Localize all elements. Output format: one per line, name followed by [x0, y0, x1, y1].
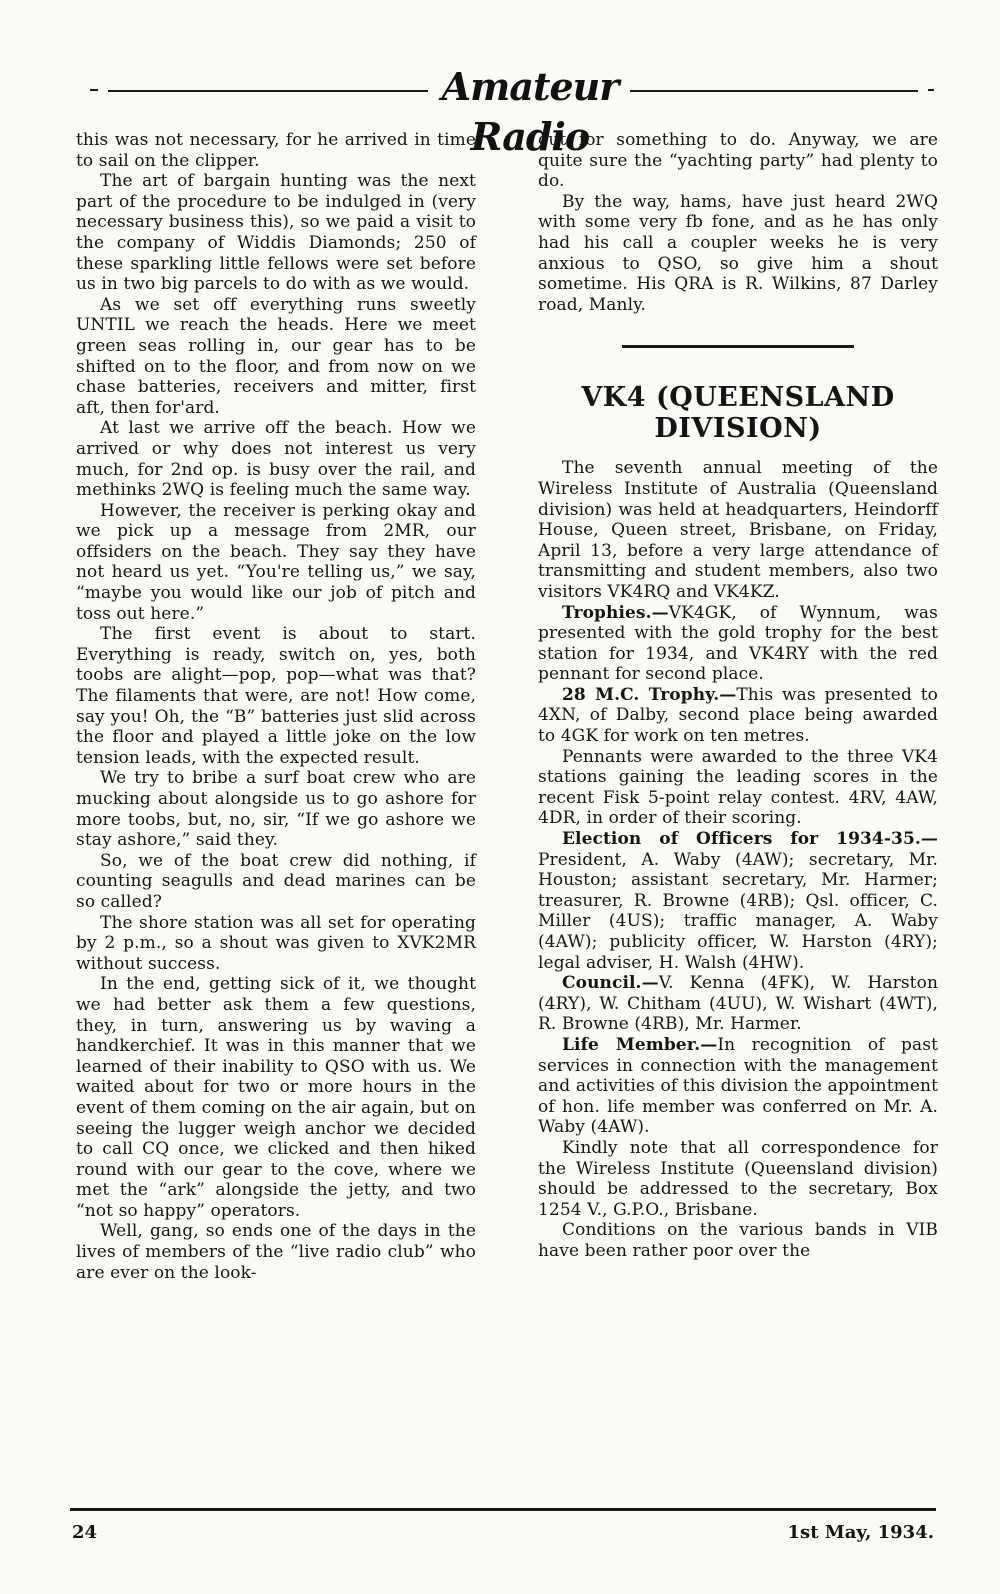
paragraph: The first event is about to start. Everything is ready, switch on, yes, both toobs are alight—pop, pop—what was that? The filaments that were, are not! How come, say you! Oh, the “B” batteries just slid across the floor and played a little joke on the low tension leads, with the expected result. [76, 624, 476, 768]
footer-rule [70, 1508, 936, 1511]
masthead-rule-right [630, 90, 918, 92]
paragraph: However, the receiver is perking okay and we pick up a message from 2MR, our offsiders on the beach. They say they have not heard us yet. “You're telling us,” we say, “maybe you would like our job of pitch and toss out here.” [76, 500, 476, 624]
issue-date: 1st May, 1934. [787, 1522, 934, 1543]
paragraph: The shore station was all set for operating by 2 p.m., so a shout was given to XVK2MR without success. [76, 912, 476, 974]
paragraph [538, 458, 938, 602]
paragraph-text: Pennants were awarded to the three VK4 stations gaining the leading scores in the recent Fisk 5-point relay contest. 4RV, 4AW, 4DR, in order of their scoring. [538, 746, 938, 829]
paragraph-text: Kindly note that all correspondence for the Wireless Institute (Queensland division) should be addressed to the secretary, Box 1254 V., G.P.O., Brisbane. [538, 1137, 938, 1220]
paragraph [538, 1035, 938, 1138]
paragraph-text: VK4GK, of Wynnum, was presented with the gold trophy for the best station for 1934, and VK4RY with the red pennant for second place. [538, 602, 938, 685]
paragraph-text: The seventh annual meeting of the Wireless Institute of Australia (Queensland division) was held at headquarters, Heindorff House, Queen street, Brisbane, on Friday, April 13, before a very large attendance of transmitting and student members, also two visitors VK4RQ and VK4KZ. [538, 458, 938, 602]
paragraph: So, we of the boat crew did nothing, if counting seagulls and dead marines can be so called? [76, 850, 476, 912]
paragraph: The art of bargain hunting was the next part of the procedure to be indulged in (very necessary business this), so we paid a visit to the company of Widdis Diamonds; 250 of these sparkling little fellows were set before us in two big parcels to do with as we would. [76, 171, 476, 295]
paragraph: out for something to do. Anyway, we are quite sure the “yachting party” had plenty to do. [538, 130, 938, 192]
paragraph-text: This was presented to 4XN, of Dalby, second place being awarded to 4GK for work on ten metres. [538, 684, 938, 747]
paragraph-lead: Election of Officers for 1934-35.— [562, 829, 938, 850]
paragraph-text: President, A. Waby (4AW); secretary, Mr. Houston; assistant secretary, Mr. Harmer; treasurer, R. Browne (4RB); Qsl. officer, C. Miller (4US); traffic manager, A. Waby (4AW); publicity officer, W. Harston (4RY); legal adviser, H. Walsh (4HW). [538, 849, 938, 973]
right-column [538, 130, 938, 1262]
paragraph [538, 829, 938, 973]
section-divider [622, 345, 854, 348]
paragraph: Well, gang, so ends one of the days in the lives of members of the “live radio club” who are ever on the look- [76, 1221, 476, 1283]
paragraph: By the way, hams, have just heard 2WQ with some very fb fone, and as he has only had his call a coupler weeks he is very anxious to QSO, so give him a shout sometime. His QRA is R. Wilkins, 87 Darley road, Manly. [538, 191, 938, 315]
masthead-rule-tick-right [928, 89, 934, 91]
paragraph-lead: Life Member.— [562, 1034, 718, 1055]
paragraph-lead: Trophies.— [562, 602, 669, 623]
left-column [76, 130, 476, 1283]
paragraph: We try to bribe a surf boat crew who are mucking about alongside us to go ashore for more toobs, but, no, sir, “If we go ashore we stay ashore,” said they. [76, 768, 476, 851]
paragraph: As we set off everything runs sweetly UNTIL we reach the heads. Here we meet green seas rolling in, our gear has to be shifted on to the floor, and from now on we chase batteries, receivers and mitter, first aft, then for'ard. [76, 294, 476, 418]
paragraph: At last we arrive off the beach. How we arrived or why does not interest us very much, for 2nd op. is busy over the rail, and methinks 2WQ is feeling much the same way. [76, 418, 476, 501]
paragraph [538, 1220, 938, 1261]
paragraph [538, 603, 938, 685]
paragraph: In the end, getting sick of it, we thought we had better ask them a few questions, they, in turn, answering us by waving a handkerchief. It was in this manner that we learned of their inability to QSO with us. We waited about for two or more hours in the event of them coming on the air again, but on seeing the lugger weigh anchor we decided to call CQ once, we clicked and then hiked round with our gear to the cove, where we met the “ark” alongside the jetty, and two “not so happy” operators. [76, 974, 476, 1221]
page-number: 24 [72, 1522, 98, 1543]
section-heading: VK4 (QUEENSLAND DIVISION) [581, 382, 895, 445]
paragraph-text: Conditions on the various bands in VIB have been rather poor over the [538, 1220, 938, 1261]
paragraph-text: In recognition of past services in connection with the management and activities of this division the appointment of hon. life member was conferred on Mr. A. Waby (4AW). [538, 1034, 938, 1138]
masthead-title: Amateur Radio [441, 64, 619, 159]
paragraph [538, 747, 938, 829]
paragraph-lead: Council.— [562, 973, 659, 994]
paragraph: this was not necessary, for he arrived in time to sail on the clipper. [76, 130, 476, 171]
paragraph [538, 1138, 938, 1220]
masthead-rule-tick-left [90, 89, 98, 91]
masthead-rule-left [108, 90, 428, 92]
paragraph [538, 973, 938, 1035]
paragraph [538, 685, 938, 747]
paragraph-text: V. Kenna (4FK), W. Harston (4RY), W. Chitham (4UU), W. Wishart (4WT), R. Browne (4RB), Mr. Harmer. [538, 973, 938, 1035]
paragraph-lead: 28 M.C. Trophy.— [562, 684, 737, 705]
